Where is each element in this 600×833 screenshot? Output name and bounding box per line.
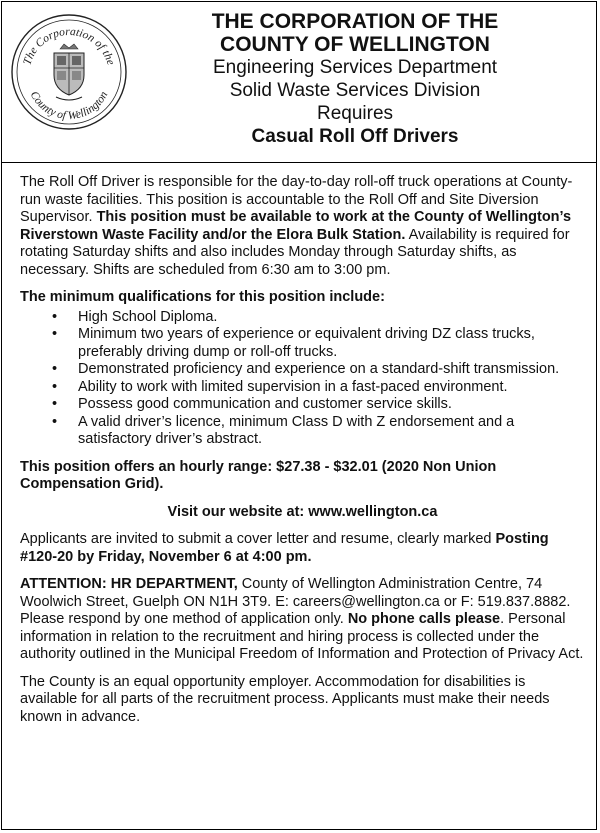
header-department: Engineering Services Department <box>212 57 498 78</box>
apply-paragraph <box>20 531 585 566</box>
header <box>2 2 596 163</box>
attention-heading: ATTENTION: HR DEPARTMENT, <box>20 576 238 592</box>
no-calls-text: No phone calls please <box>347 611 501 627</box>
qualifications-heading: The minimum qualifications for this position include: <box>20 289 385 305</box>
intro-text: The Roll Off Driver is responsible for the day-to-day roll-off truck operations at County-run waste facilities. This position is accountable to the Roll Off and Site Diversion Supervisor. <box>20 174 573 225</box>
header-line-2: COUNTY OF WELLINGTON <box>220 33 490 56</box>
website-text: Visit our website at: www.wellington.ca <box>167 503 438 520</box>
website-paragraph <box>20 504 585 522</box>
seal-text-top: The Corporation of the <box>21 25 117 67</box>
list-item: • Ability to work with limited supervision in a fast-paced environment. <box>20 379 585 397</box>
pay-text: This position offers an hourly range: $27.38 - $32.01 (2020 Non Union Compensation Grid). <box>20 458 497 492</box>
attention-text: County of Wellington Administration Centre, 74 Woolwich Street, Guelph ON N1H 3T9. E: careers@wellington.ca or F: 519.837.8882. Please respond by one method of application only. <box>20 576 571 627</box>
qualifications-list <box>20 309 585 449</box>
pay-paragraph <box>20 459 585 494</box>
apply-deadline: Posting #120-20 by Friday, November 6 at 4:00 pm. <box>20 531 549 565</box>
list-item: • High School Diploma. <box>20 309 585 327</box>
body-text <box>20 174 585 736</box>
equal-opportunity-text: The County is an equal opportunity employer. Accommodation for disabilities is available for all parts of the recruitment process. Applicants must make their needs known in advance. <box>20 673 550 725</box>
attention-paragraph <box>20 576 585 664</box>
list-item: • Minimum two years of experience or equivalent driving DZ class trucks, preferably driving dump or roll-off trucks. <box>20 326 585 361</box>
county-seal-logo <box>10 13 128 131</box>
qualifications-heading-paragraph <box>20 289 585 307</box>
attention-tail: . Personal information in relation to the recruitment and hiring process is collected under the authority outlined in the Municipal Freedom of Information and Protection of Privacy Act. <box>20 611 584 662</box>
list-item: • Possess good communication and customer service skills. <box>20 396 585 414</box>
intro-paragraph <box>20 174 585 279</box>
list-item: • A valid driver’s licence, minimum Class D with Z endorsement and a satisfactory driver’s abstract. <box>20 414 585 449</box>
intro-bold: This position must be available to work at the County of Wellington’s Riverstown Waste Facility and/or the Elora Bulk Station. <box>20 209 572 243</box>
crest-shield-icon <box>54 44 84 100</box>
intro-tail: Availability is required for rotating Saturday shifts and also includes Monday through Saturday shifts, as necessary. Shifts are scheduled from 6:30 am to 3:00 pm. <box>20 226 570 278</box>
job-advertisement <box>1 1 597 830</box>
list-item: • Demonstrated proficiency and experience on a standard-shift transmission. <box>20 361 585 379</box>
seal-text-bottom: County of Wellington <box>27 89 111 123</box>
job-title: Casual Roll Off Drivers <box>251 126 459 147</box>
apply-text: Applicants are invited to submit a cover letter and resume, clearly marked <box>20 531 492 547</box>
equal-opportunity-paragraph <box>20 674 585 727</box>
header-requires: Requires <box>316 103 394 124</box>
header-line-1: THE CORPORATION OF THE <box>211 10 499 33</box>
header-title-block <box>122 10 588 148</box>
header-division: Solid Waste Services Division <box>229 80 481 101</box>
